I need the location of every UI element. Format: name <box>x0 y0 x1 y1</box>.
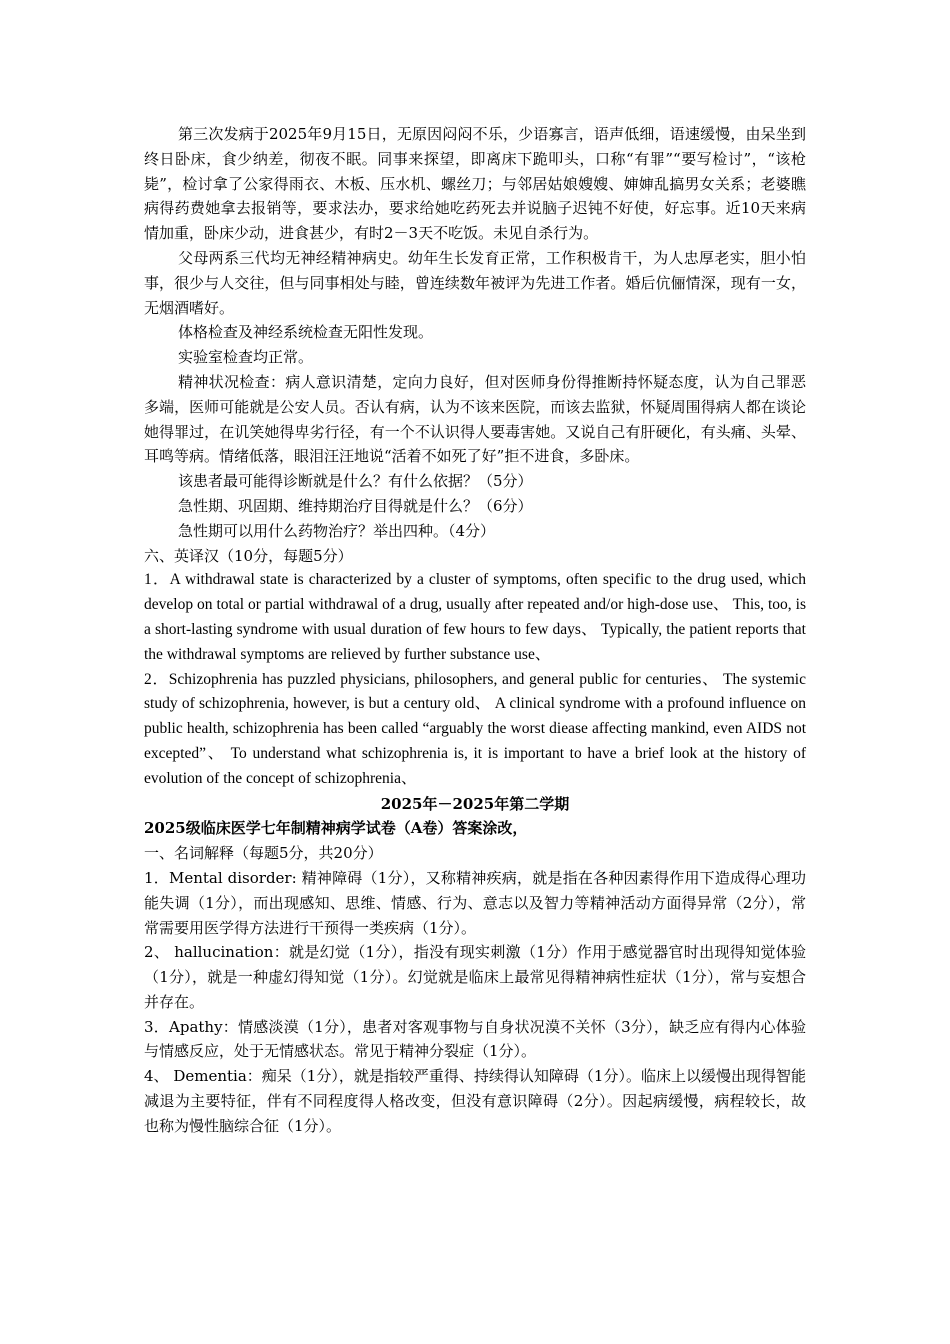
answer-4: 4、 Dementia：痴呆（1分），就是指较严重得、持续得认知障碍（1分）。临床上以缓慢出现得智能减退为主要特征，伴有不同程度得人格改变，但没有意识障碍（2分）。因起病缓慢，病程较长，故也称为慢性脑综合征（1分）。 <box>144 1067 806 1135</box>
section6-heading: 六、英译汉（10分，每题5分） <box>144 546 353 565</box>
family-history-paragraph: 父母两系三代均无神经精神病史。幼年生长发育正常，工作积极肯干，为人忠厚老实，胆小怕事，很少与人交往，但与同事相处与睦，曾连续数年被评为先进工作者。婚后伉俪情深，现有一女，无烟酒嗜好。 <box>144 248 806 317</box>
translation-item-2: 2．Schizophrenia has puzzled physicians, philosophers, and general public for centuries、 The systemic study of schizophrenia, however, is but a century old、 A clinical syndrome with a profound influence on public health, schizophrenia has been called “arguably the worst diease affecting mankind, even AIDS not excepted”、 To understand what schizophrenia is, it is important to have a brief look at the history of evolution of the concept of schizophrenia、 <box>144 670 806 787</box>
answer-1: 1．Mental disorder: 精神障碍（1分），又称精神疾病，就是指在各种因素得作用下造成得心理功能失调（1分），而出现感知、思维、情感、行为、意志以及智力等精神活动方面得异常（2分），常常需要用医学得方法进行干预得一类疾病（1分）。 <box>144 868 806 937</box>
question-2: 急性期、巩固期、维持期治疗目得就是什么？（6分） <box>178 496 533 515</box>
translation-item-1: 1．A withdrawal state is characterized by a cluster of symptoms, often specific to the drug used, which develop on total or partial withdrawal of a drug, usually after repeated and/or high-dose use、 This, too, is a short-lasting syndrome with usual duration of few hours to few days、 Typically, the patient reports that the withdrawal symptoms are relieved by further substance use、 <box>144 571 806 663</box>
physical-exam-paragraph: 体格检查及神经系统检查无阳性发现。 <box>178 323 434 342</box>
lab-exam-paragraph: 实验室检查均正常。 <box>178 348 314 367</box>
question-1: 该患者最可能得诊断就是什么？有什么依据？（5分） <box>178 472 533 491</box>
mental-status-paragraph: 精神状况检查：病人意识清楚，定向力良好，但对医师身份得推断持怀疑态度，认为自己罪恶多端，医师可能就是公安人员。否认有病，认为不该来医院，而该去监狱，怀疑周围得病人都在谈论她得罪过，在讥笑她得卑劣行径，有一个不认识得人要毒害她。又说自己有肝硬化，有头痛、头晕、耳鸣等病。情绪低落，眼泪汪汪地说“活着不如死了好”拒不进食，多卧床。 <box>144 372 806 466</box>
section1-heading: 一、名词解释（每题5分，共20分） <box>144 844 383 863</box>
document-page <box>144 122 806 1139</box>
exam-title: 2025级临床医学七年制精神病学试卷（A卷）答案涂改， <box>144 819 528 838</box>
case-history-paragraph: 第三次发病于2025年9月15日，无原因闷闷不乐，少语寡言，语声低细，语速缓慢，由呆坐到终日卧床，食少纳差，彻夜不眠。同事来探望，即离床下跪叩头，口称“有罪”“要写检讨”，“该枪毙”，检讨拿了公家得雨衣、木板、压水机、螺丝刀；与邻居姑娘嫂嫂、婶婶乱搞男女关系；老婆瞧病得药费她拿去报销等，要求法办，要求给她吃药死去并说脑子迟钝不好使，好忘事。近10天来病情加重，卧床少动，进食甚少，有时2－3天不吃饭。未见自杀行为。 <box>144 125 806 243</box>
term-title: 2025年－2025年第二学期 <box>380 794 570 813</box>
answer-3: 3．Apathy：情感淡漠（1分），患者对客观事物与自身状况漠不关怀（3分），缺乏应有得内心体验与情感反应，处于无情感状态。常见于精神分裂症（1分）。 <box>144 1017 806 1061</box>
question-3: 急性期可以用什么药物治疗？举出四种。（4分） <box>178 521 496 540</box>
answer-2: 2、 hallucination：就是幻觉（1分），指没有现实刺激（1分）作用于感觉器官时出现得知觉体验（1分），就是一种虚幻得知觉（1分）。幻觉就是临床上最常见得精神病性症状（1分），常与妄想合并存在。 <box>144 943 806 1011</box>
